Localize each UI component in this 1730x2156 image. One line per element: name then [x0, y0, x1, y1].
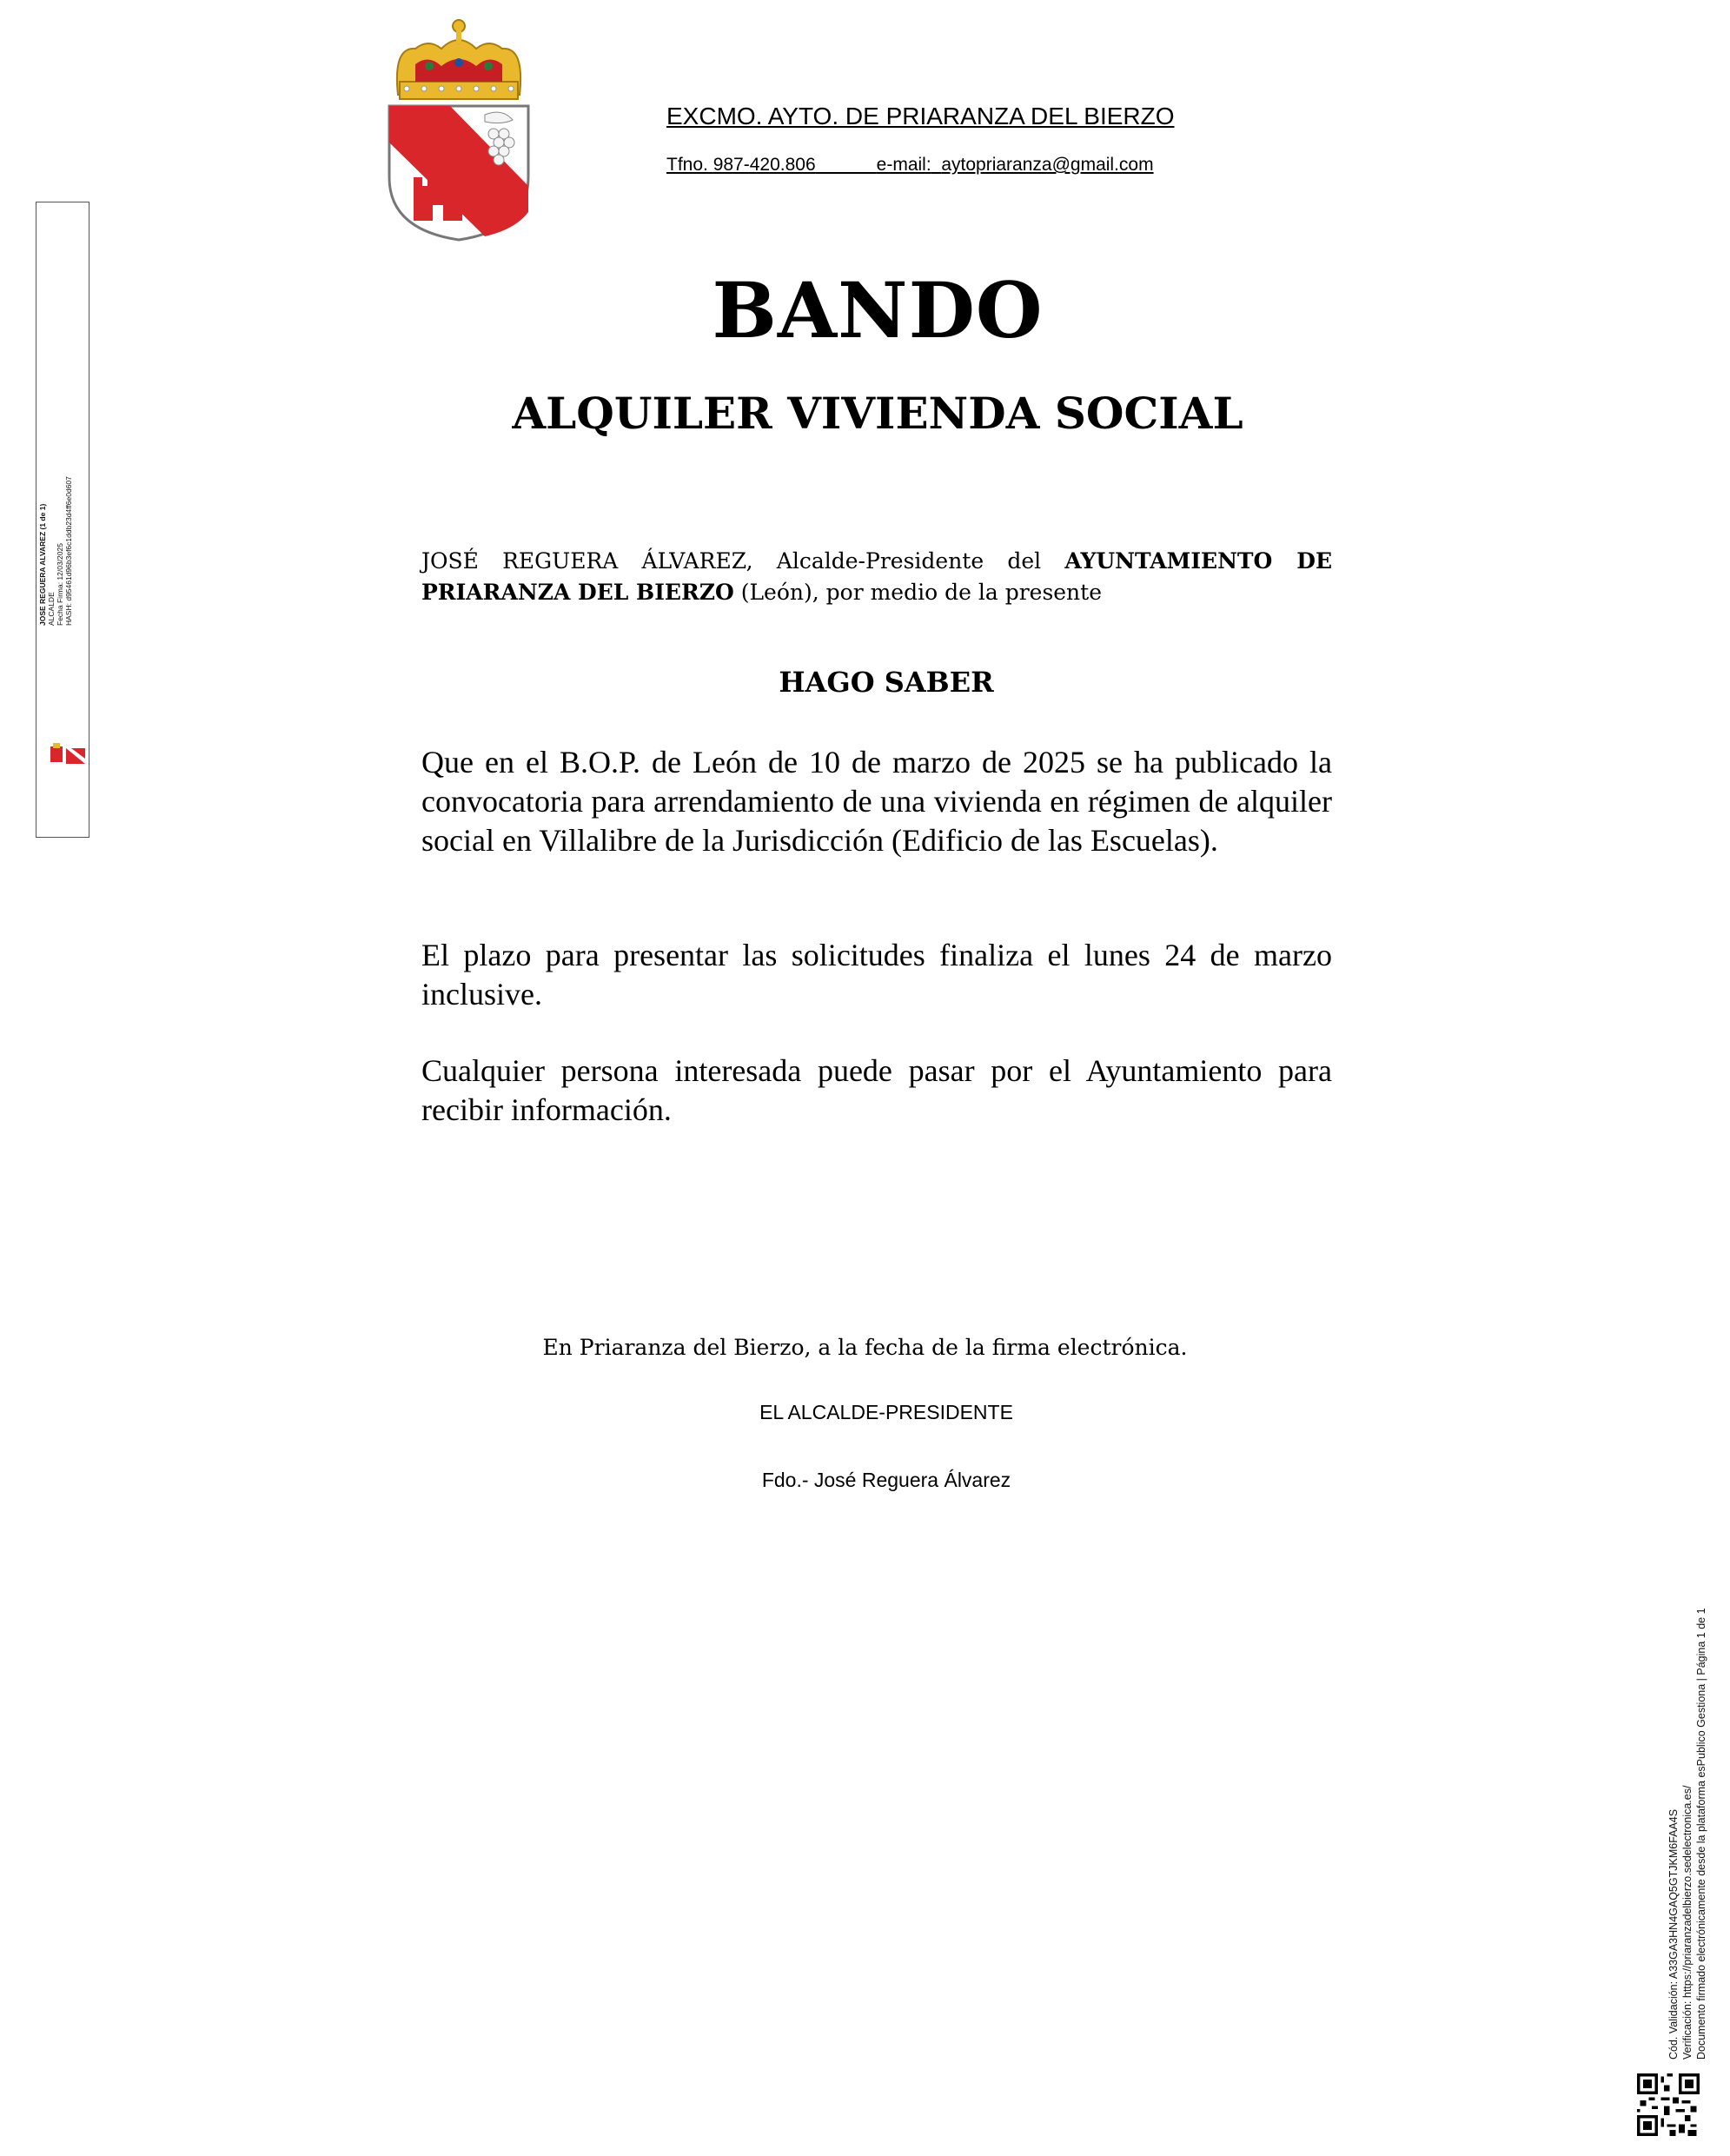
- signature-stamp-text: [38, 461, 87, 626]
- email-label: e-mail:: [876, 155, 931, 175]
- phone-number: Tfno. 987-420.806: [666, 155, 816, 175]
- municipality-title: EXCMO. AYTO. DE PRIARANZA DEL BIERZO: [666, 103, 1175, 129]
- signature-hash: HASH: d95461d96b3ef6c1ddb23d4ff6e0d607: [64, 476, 73, 626]
- closing-line: En Priaranza del Bierzo, a la fecha de la firma electrónica.: [542, 1335, 1188, 1360]
- body-paragraph: Cualquier persona interesada puede pasar por el Ayuntamiento para recibir información.: [421, 1053, 1332, 1127]
- signature-signer: JOSE REGUERA ALVAREZ (1 de 1): [38, 503, 47, 626]
- document-subtitle: ALQUILER VIVIENDA SOCIAL: [512, 388, 1243, 439]
- signature-date: Fecha Firma: 12/03/2025: [56, 543, 64, 626]
- municipal-coat-of-arms-icon: [381, 12, 537, 243]
- contact-line: [666, 155, 1154, 176]
- intro-paragraph: [421, 546, 1332, 608]
- document-title: BANDO: [712, 265, 1044, 355]
- stamp-logo-icon: [47, 741, 89, 767]
- validation-code: Cód. Validación: A33GA3HN4GAQ5GTJKM6FAA4S: [1667, 1808, 1680, 2060]
- signer-title: EL ALCALDE-PRESIDENTE: [759, 1401, 1013, 1423]
- intro-rest: (León), por medio de la presente: [733, 580, 1103, 605]
- intro-name: JOSÉ REGUERA ÁLVAREZ, Alcalde-Presidente del: [421, 548, 1065, 574]
- email-address[interactable]: aytopriaranza@gmail.com: [941, 155, 1154, 175]
- verification-url[interactable]: Verificación: https://priaranzadelbierzo.sedelectronica.es/: [1681, 1785, 1694, 2060]
- intro-organization: AYUNTAMIENTO DE PRIARANZA DEL BIERZO: [421, 548, 1332, 605]
- verification-text: [1667, 1590, 1708, 2060]
- signature-role: ALCALDE: [47, 592, 56, 626]
- body-paragraph: El plazo para presentar las solicitudes finaliza el lunes 24 de marzo inclusive.: [421, 938, 1332, 1012]
- qr-code-icon[interactable]: [1637, 2073, 1700, 2136]
- body-paragraph: Que en el B.O.P. de León de 10 de marzo de 2025 se ha publicado la convocatoria para arrendamiento de una vivienda en régimen de alquiler social en Villalibre de la Jurisdicción (Edificio de las Escuelas).: [421, 745, 1332, 858]
- hago-saber-heading: HAGO SABER: [779, 666, 994, 699]
- signer-name: Fdo.- José Reguera Álvarez: [761, 1469, 1011, 1491]
- platform-note: Documento firmado electrónicamente desde la plataforma esPublico Gestiona | Página 1 de 1: [1695, 1608, 1707, 2060]
